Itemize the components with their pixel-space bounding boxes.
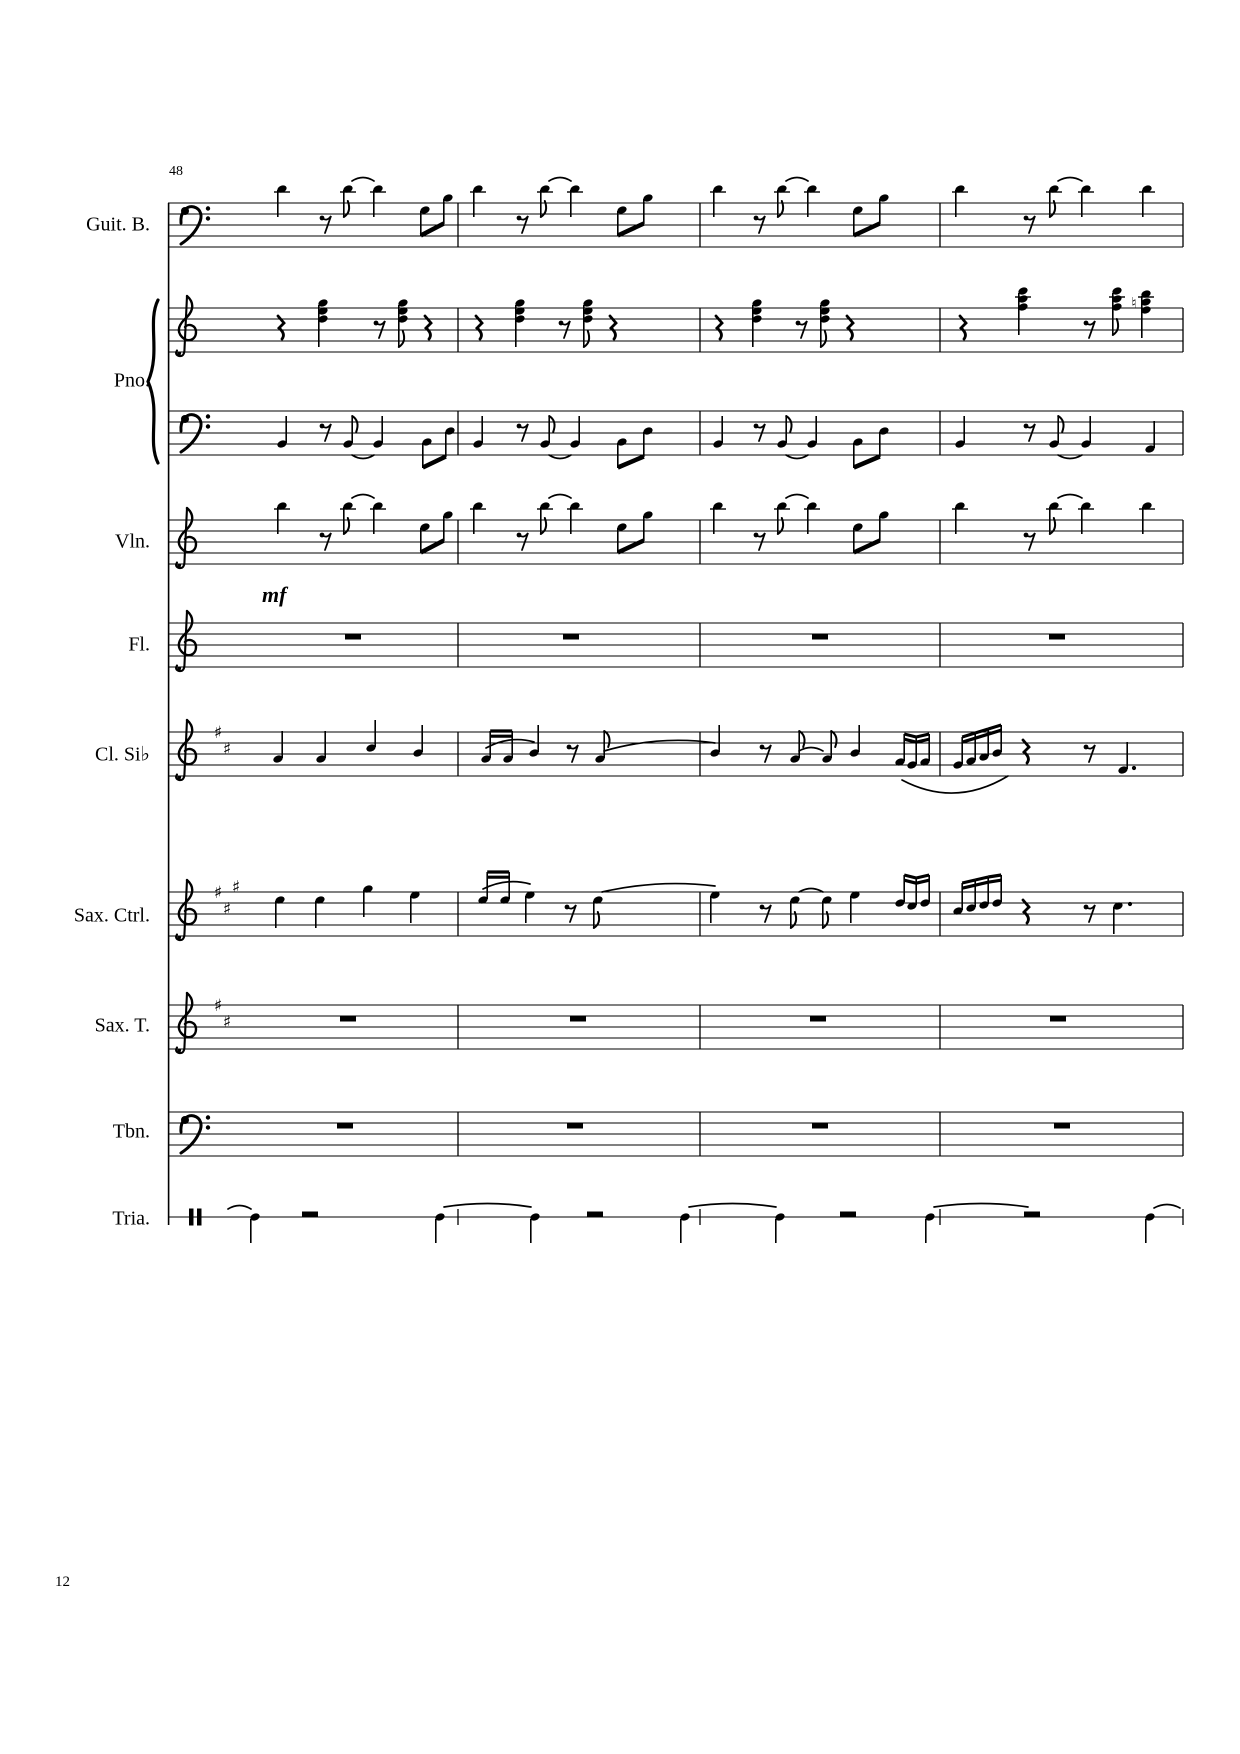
- staff-clarinet-sib: [168, 720, 1183, 793]
- svg-text:♯: ♯: [222, 899, 232, 920]
- svg-text:♯: ♯: [231, 877, 241, 898]
- instrument-label-violin: Vln.: [115, 530, 150, 553]
- instrument-label-triangle: Tria.: [112, 1207, 150, 1230]
- page-number: 12: [55, 1574, 70, 1590]
- measure-number: 48: [169, 164, 183, 179]
- svg-text:♮: ♮: [1131, 294, 1137, 312]
- staff-piano-left: [168, 411, 1183, 468]
- dynamic-marking-mf: mf: [262, 582, 287, 607]
- staff-sax-contralto: [168, 872, 1183, 940]
- staff-piano-right: [168, 286, 1183, 356]
- svg-text:♯: ♯: [222, 739, 232, 760]
- staff-violin: [168, 495, 1183, 569]
- instrument-label-sax-contralto: Sax. Ctrl.: [73, 904, 150, 927]
- staff-guitar-bass: [168, 178, 1183, 248]
- instrument-label-sax-tenor: Sax. T.: [94, 1014, 150, 1037]
- staff-flute: [168, 611, 1183, 671]
- instrument-label-piano: Pno.: [113, 369, 150, 392]
- svg-text:♯: ♯: [213, 883, 223, 903]
- instrument-label-flute: Fl.: [128, 633, 150, 656]
- staff-triangle: [168, 1204, 1183, 1244]
- svg-text:♯: ♯: [222, 1012, 232, 1033]
- svg-text:♯: ♯: [213, 723, 223, 743]
- instrument-label-clarinet: Cl. Si♭: [94, 743, 150, 766]
- svg-text:♯: ♯: [213, 996, 223, 1016]
- staff-sax-tenor: [168, 993, 1183, 1053]
- staff-trombone: [168, 1112, 1183, 1156]
- instrument-label-trombone: Tbn.: [112, 1120, 150, 1143]
- instrument-label-guitar-bass: Guit. B.: [86, 213, 150, 236]
